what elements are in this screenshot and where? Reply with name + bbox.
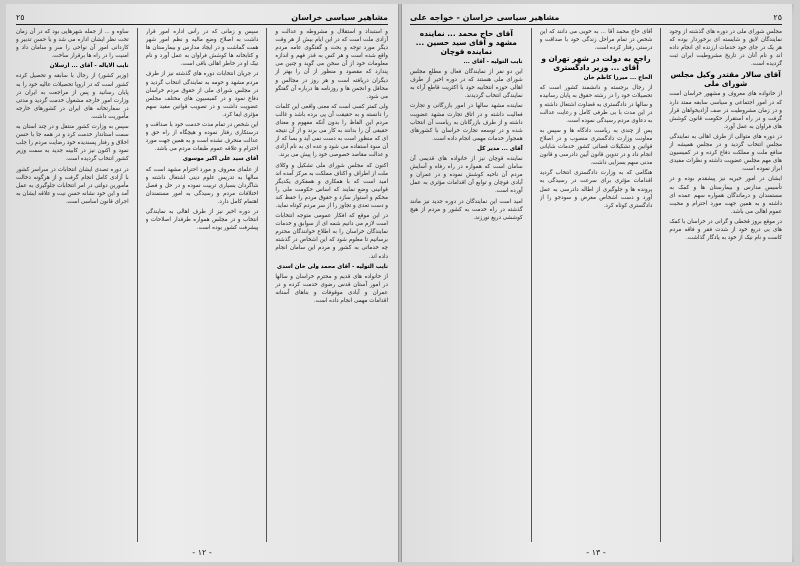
right-page-header-number: ٢٥ (773, 12, 782, 22)
paragraph: از علمای معروف و مورد احترام مشهد است که سالها به تدریس علوم دینی اشتغال داشته و شاگردان بسیاری تربیت نموده و در حل و فصل اختلافات مردم و رسیدگی به امور مستمندان اهتمام کامل دارد. (145, 166, 259, 205)
paragraph: از خانواده های قدیم و محترم خراسان و سالها در امور آستان قدس رضوی خدمت کرده و در عمران و آبادی موقوفات و بناهای آستانه اقدامات مهمی انجام داده است. (275, 273, 388, 304)
paragraph: مجلس شورای ملی در دوره های گذشته از وجود نمایندگان لایق و شایسته ای برخوردار بوده که هر یک در جای خود خدمات ارزنده ای انجام داده اند و نام آنان در تاریخ مشروطیت ایران ثبت گردیده است. (669, 29, 782, 68)
left-page-header-title: مشاهیر سیاسی خراسان (291, 12, 388, 22)
article-subheading: نایب التولیه - آقای محمد ولی خان اسدی (277, 263, 388, 270)
text-column (669, 28, 782, 542)
paragraph: در دوره های متوالی از طرف اهالی به نمایندگی مجلس انتخاب گردید و در مجلس همیشه از منافع ملت و مملکت دفاع کرده و در کمیسیون های مهم مجلس عضویت داشته و نظرات مفیدی ابراز نموده است. (669, 133, 782, 173)
paragraph: امید است این نمایندگان در دوره جدید نیز مانند گذشته در راه خدمت به کشور و مردم از هیچ کوششی دریغ نورزند. (409, 198, 523, 221)
book-spread (6, 4, 794, 562)
article-heading: آقای سالار مقتدر وکیل مجلس شورای ملی (670, 70, 781, 89)
paragraph: نماینده مشهد سالها در امور بازرگانی و تجارت فعالیت داشته و در اتاق تجارت مشهد عضویت داشته و از طرف بازرگانان به ریاست آن انتخاب شده و در توسعه تجارت خراسان با کشورهای همجوار خدمات مهمی انجام داده است. (409, 103, 523, 142)
article-subheading: آقای ... مدیر کل (477, 145, 523, 152)
paragraph: در موقع بروز قحطی و گرانی در خراسان با کمک های بی دریغ خود از شدت فقر و فاقه مردم کاست و نام نیک از خود به یادگار گذاشت. (669, 218, 782, 242)
right-page-header (410, 10, 782, 25)
left-page-folio: - ١٢ - (192, 548, 212, 557)
paragraph: (وزیر کشور) از رجال با سابقه و تحصیل کرده کشور است که در اروپا تحصیلات عالیه خود را به پایان رسانید و پس از مراجعت به ایران در وزارت امور خارجه مشغول خدمت گردید و مدتی در سفارتخانه های ایران در کشورهای خارجه مأموریت داشت. (15, 73, 129, 120)
paragraph: نماینده قوچان نیز از خانواده های قدیمی آن سامان است که همواره در راه رفاه و آسایش مردم آن ناحیه کوشش نموده و در عمران و آبادی قوچان و توابع آن اقدامات مؤثری به عمل آورده است. (409, 156, 523, 195)
paragraph: ساوه و ... از جمله شهرهایی بود که در آن زمان تحت نظر ایشان اداره می شد و با حسن تدبیر و کاردانی امور آن نواحی را سر و سامان داد و امنیت را در راه ها برقرار ساخت. (15, 29, 129, 60)
paragraph: در این موقع که افکار عمومی متوجه انتخابات است لازم می دانیم شمه ای از سوابق و خدمات نمایندگان خراسان را به اطلاع خوانندگان محترم برسانیم تا معلوم شود که این اشخاص در گذشته چه خدماتی به کشور و مردم این سامان انجام داده اند. (275, 213, 388, 260)
paragraph: این شخص در تمام مدت خدمت خود با صداقت و درستکاری رفتار نموده و هیچگاه از راه حق و عدالت منحرف نشده است و به همین جهت مورد احترام و علاقه عموم طبقات مردم می باشد. (145, 122, 259, 153)
column-rule (660, 28, 661, 542)
article-subheading: آقای سید علی اکبر موسوی (182, 156, 259, 163)
right-page-header-title: مشاهیر سیاسی خراسان - خواجه علی (410, 12, 560, 22)
paragraph: آقای حاج محمد آقا ... به خوبی می دانند که این شخص در تمام مراحل زندگی خود با صداقت و درستی رفتار کرده است. (539, 29, 653, 52)
left-page-header (16, 10, 388, 25)
left-page-columns (16, 28, 388, 542)
paragraph: از رجال برجسته و دانشمند کشور است که تحصیلات خود را در رشته حقوق به پایان رسانیده و سالها در دادگستری به قضاوت اشتغال داشته و در این مدت با بی طرفی کامل و رعایت عدالت به دعاوی مردم رسیدگی نموده است. (539, 85, 653, 124)
text-column (275, 28, 388, 542)
article-subheading: نایب الایاله - آقای ... ارسلان (49, 63, 129, 70)
paragraph: هنگامی که به وزارت دادگستری انتخاب گردید اقدامات مؤثری برای سرعت در رسیدگی به پرونده ها و جلوگیری از اطاله دادرسی به عمل آورد و دست اشخاص مغرض و سودجو را از دادگستری کوتاه کرد. (539, 170, 653, 209)
paragraph: ایشان در امور خیریه نیز پیشقدم بوده و در تأسیس مدارس و بیمارستان ها و کمک به مستمندان و درماندگان همواره سهم عمده ای داشته و به همین جهت مورد احترام و محبت عموم اهالی می باشد. (669, 176, 782, 215)
column-rule (266, 28, 267, 542)
article-heading: آقای حاج محمد ... نماینده مشهد و آقای سید حسین ... نماینده قوچان (415, 29, 517, 56)
article-subheading: نایب التولیه - آقای ... (463, 59, 523, 65)
right-page-columns (410, 28, 782, 542)
right-page (399, 4, 792, 562)
paragraph: این دو نفر از نمایندگان فعال و مطلع مجلس شورای ملی هستند که در دوره اخیر از طرف اهالی حوزه انتخابیه خود با اکثریت قاطع آراء به نمایندگی انتخاب گردیدند. (409, 69, 523, 100)
paragraph: پس از چندی به ریاست دادگاه ها و سپس به معاونت وزارت دادگستری منصوب و در اصلاح قوانین و تشکیلات قضائی کشور خدمات شایانی انجام داد و در تدوین قانون آیین دادرسی و قانون مدنی سهم بسزایی داشت. (539, 127, 653, 167)
text-column (410, 28, 523, 542)
left-page-header-number: ٢٥ (16, 12, 25, 22)
paragraph: در دوره اخیر نیز از طرف اهالی به نمایندگی انتخاب و در مجلس همواره طرفدار اصلاحات و پیشرفت کشور بوده است. (145, 208, 259, 232)
text-column (540, 28, 653, 542)
column-rule (531, 28, 532, 542)
text-column (146, 28, 259, 542)
text-column (16, 28, 129, 542)
paragraph: از خانواده های معروف و مشهور خراسان است که در امور اجتماعی و سیاسی سابقه ممتد دارد و در زمان مشروطیت در صف آزادیخواهان قرار گرفت و در راه استقرار حکومت قانون کوشش های فراوان به عمل آورد. (669, 91, 782, 130)
paragraph: و استبداد و استقلال و مشروطه و عدالت و آزادی ملت است که در این ایام بیش از هر وقت دیگر مورد توجه و بحث و گفتگوی عامه مردم واقع شده است و هر کس به قدر فهم و اندازه معلومات خود از آن سخن می گوید و چنین می پندارد که مقصود و منظور از آن را بهتر از دیگران دریافته است و هر روز در مجالس و محافل و انجمن ها و روزنامه ها درباره آن گفتگو می شود. (275, 29, 388, 100)
right-page-folio: - ١٣ - (586, 548, 606, 557)
book-gutter (398, 4, 402, 562)
paragraph: ولی کمتر کسی است که معنی واقعی این کلمات را دانسته و به حقیقت آن پی برده باشد و غالب مردم این الفاظ را بدون آنکه مفهوم و معنای حقیقی آن را بدانند به کار می برند و از آن نتیجه ای که منظور است به دست نمی آید و بسا که از آن سوء استفاده می شود و عده ای به نام آزادی و عدالت مقاصد خصوصی خود را پیش می برند. (275, 103, 388, 159)
article-subheading: الحاج ... میرزا کاظم خان (583, 75, 653, 82)
left-page (6, 4, 399, 562)
article-heading: راجع به دولت در شهر تهران و آقای ... وزیر دادگستری (541, 54, 651, 73)
paragraph: اکنون که مجلس شورای ملی تشکیل و وکلای ملت از اطراف و اکناف مملکت به مرکز آمده اند امید است که با همکاری و همفکری یکدیگر قوانینی وضع نمایند که اساس حکومت ملی را محکم و استوار سازد و حقوق مردم را حفظ کند و دست تعدی و تجاوز را از سر مردم کوتاه نماید. (275, 162, 388, 209)
column-rule (137, 28, 138, 542)
paragraph: در دوره تصدی ایشان انتخابات در سراسر کشور با آزادی کامل انجام گرفت و از هرگونه دخالت مأمورین دولتی در امر انتخابات جلوگیری به عمل آمد و این خود نشانه حسن نیت و علاقه ایشان به اجرای قانون اساسی است. (15, 166, 129, 205)
paragraph: سپس و زمانی که در رأس اداره امور قرار داشت به اصلاح وضع مالیه و نظم امور شهر همت گماشت و در ایجاد مدارس و بیمارستان ها و کتابخانه ها کوشش فراوان به عمل آورد و نام نیک او در خاطر اهالی باقی است. (145, 29, 259, 68)
paragraph: در جریان انتخابات دوره های گذشته نیز از طرف مردم مشهد و حومه به نمایندگی انتخاب گردید و در مجلس شورای ملی از حقوق مردم خراسان دفاع نمود و در کمیسیون های مختلف مجلس عضویت داشت و در تصویب قوانین مفید سهم مؤثری ایفا کرد. (145, 71, 259, 118)
paragraph: سپس به وزارت کشور منتقل و در چند استان به سمت استاندار خدمت کرد و در همه جا با حسن اخلاق و رفتار پسندیده خود رضایت مردم را جلب نمود و اکنون نیز در کابینه جدید به سمت وزیر کشور انتخاب گردیده است. (15, 124, 129, 163)
